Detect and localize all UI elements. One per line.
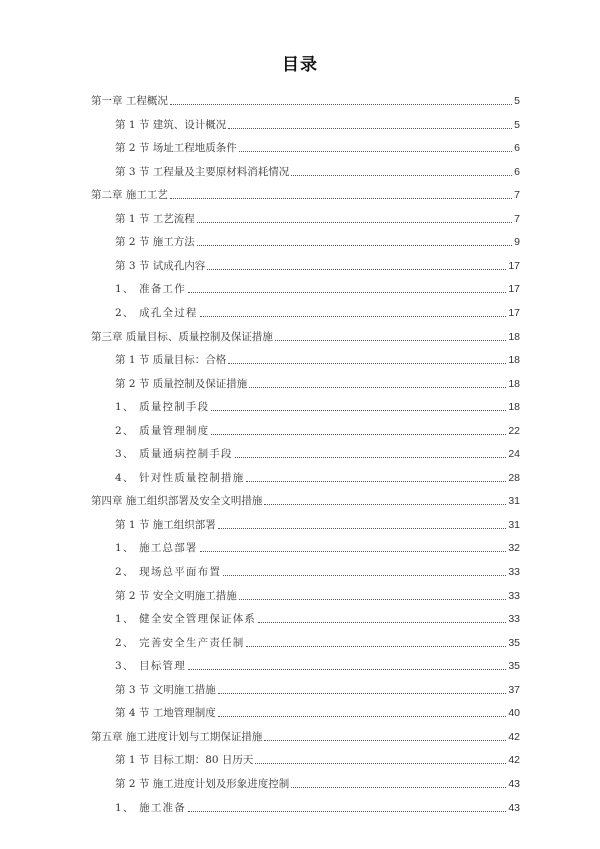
toc-dot-leader	[255, 763, 506, 764]
toc-page-number: 9	[514, 236, 520, 249]
toc-page-number: 33	[508, 589, 520, 602]
toc-page-number: 33	[508, 613, 520, 626]
toc-entry-title: 3、 质量通病控制手段	[115, 448, 233, 461]
toc-entry-title: 4、 针对性质量控制措施	[115, 471, 245, 484]
toc-entry-title: 第 4 节 工地管理制度	[115, 707, 216, 720]
toc-page-number: 35	[508, 660, 520, 673]
toc-section-row[interactable]	[115, 166, 520, 179]
toc-page-number: 17	[508, 259, 520, 272]
toc-entry-title: 第 2 节 施工方法	[115, 236, 195, 249]
toc-dot-leader	[197, 222, 512, 223]
toc-entry-title: 第 1 节 目标工期：80 日历天	[115, 754, 254, 767]
toc-entry-title: 第 3 节 试成孔内容	[115, 259, 206, 272]
toc-dot-leader	[228, 128, 512, 129]
toc-item-row[interactable]	[115, 448, 520, 461]
toc-page-number: 37	[508, 683, 520, 696]
page-title: 目录	[282, 55, 318, 75]
toc-dot-leader	[246, 481, 506, 482]
toc-dot-leader	[200, 316, 507, 317]
toc-item-row[interactable]	[115, 660, 520, 673]
toc-item-row[interactable]	[115, 613, 520, 626]
toc-item-row[interactable]	[115, 542, 520, 555]
toc-entry-title: 第 3 节 工程量及主要原材料消耗情况	[115, 165, 290, 178]
toc-page-number: 35	[508, 636, 520, 649]
toc-page-number: 22	[508, 424, 520, 437]
toc-entry-title: 第 2 节 质量控制及保证措施	[115, 377, 248, 390]
toc-page-number: 42	[508, 754, 520, 767]
toc-dot-leader	[170, 104, 512, 105]
toc-dot-leader	[218, 693, 507, 694]
toc-section-row[interactable]	[115, 519, 520, 532]
toc-entry-title: 第 2 节 场址工程地质条件	[115, 142, 237, 155]
toc-page-number: 42	[508, 730, 520, 743]
toc-chapter-row[interactable]	[91, 189, 520, 202]
toc-chapter-row[interactable]	[91, 95, 520, 108]
toc-chapter-row[interactable]	[91, 331, 520, 344]
toc-dot-leader	[249, 387, 506, 388]
toc-dot-leader	[239, 599, 507, 600]
toc-item-row[interactable]	[115, 401, 520, 414]
toc-entry-title: 1、 施工准备	[115, 801, 186, 814]
toc-entry-title: 1、 质量控制手段	[115, 401, 210, 414]
toc-section-row[interactable]	[115, 590, 520, 603]
toc-entry-title: 第 2 节 施工进度计划及形象进度控制	[115, 777, 290, 790]
toc-entry-title: 第三章 质量目标、质量控制及保证措施	[91, 330, 273, 343]
toc-entry-title: 1、 准备工作	[115, 283, 186, 296]
toc-page-number: 18	[508, 377, 520, 390]
toc-item-row[interactable]	[115, 802, 520, 815]
toc-page-number: 43	[508, 777, 520, 790]
toc-dot-leader	[258, 622, 506, 623]
toc-dot-leader	[211, 434, 506, 435]
toc-dot-leader	[264, 504, 506, 505]
toc-section-row[interactable]	[115, 236, 520, 249]
toc-dot-leader	[235, 457, 507, 458]
toc-entry-title: 1、 施工总部署	[115, 542, 198, 555]
toc-entry-title: 第 1 节 施工组织部署	[115, 518, 216, 531]
toc-item-row[interactable]	[115, 566, 520, 579]
toc-dot-leader	[200, 551, 507, 552]
toc-section-row[interactable]	[115, 707, 520, 720]
toc-dot-leader	[188, 811, 506, 812]
toc-dot-leader	[228, 363, 506, 364]
toc-entry-title: 3、 目标管理	[115, 660, 186, 673]
toc-dot-leader	[246, 646, 506, 647]
toc-chapter-row[interactable]	[91, 731, 520, 744]
toc-section-row[interactable]	[115, 354, 520, 367]
toc-entry-title: 2、 质量管理制度	[115, 424, 210, 437]
toc-dot-leader	[218, 716, 507, 717]
toc-page-number: 40	[508, 707, 520, 720]
toc-dot-leader	[188, 292, 506, 293]
toc-page-number: 17	[508, 283, 520, 296]
toc-entry-title: 第四章 施工组织部署及安全文明措施	[91, 495, 263, 508]
toc-dot-leader	[291, 175, 512, 176]
toc-entry-title: 第一章 工程概况	[91, 95, 168, 107]
toc-section-row[interactable]	[115, 260, 520, 273]
toc-section-row[interactable]	[115, 684, 520, 697]
toc-chapter-row[interactable]	[91, 495, 520, 508]
toc-section-row[interactable]	[115, 778, 520, 791]
toc-page-number: 7	[514, 189, 520, 202]
toc-dot-leader	[170, 198, 512, 199]
toc-item-row[interactable]	[115, 637, 520, 650]
toc-page-number: 7	[514, 212, 520, 225]
toc-entry-title: 第五章 施工进度计划与工期保证措施	[91, 730, 263, 743]
toc-entry-title: 第 1 节 建筑、设计概况	[115, 118, 227, 131]
toc-entry-title: 1、 健全安全管理保证体系	[115, 613, 257, 626]
toc-page-number: 33	[508, 566, 520, 578]
toc-dot-leader	[211, 410, 506, 411]
toc-page-number: 24	[508, 448, 520, 461]
toc-page-number: 18	[508, 330, 520, 343]
toc-page-number: 17	[508, 306, 520, 319]
toc-page-number: 6	[514, 142, 520, 155]
toc-page-number: 6	[514, 165, 520, 178]
toc-page-number: 5	[514, 118, 520, 131]
toc-item-row[interactable]	[115, 425, 520, 438]
toc-page-number: 28	[508, 471, 520, 484]
toc-dot-leader	[197, 245, 512, 246]
toc-entry-title: 第二章 施工工艺	[91, 189, 168, 202]
toc-page-number: 5	[514, 95, 520, 107]
toc-entry-title: 第 1 节 质量目标：合格	[115, 354, 227, 367]
toc-dot-leader	[188, 669, 506, 670]
toc-entry-title: 第 2 节 安全文明施工措施	[115, 589, 237, 602]
toc-item-row[interactable]	[115, 307, 520, 320]
toc-dot-leader	[291, 787, 506, 788]
toc-dot-leader	[223, 575, 506, 576]
toc-entry-title: 2、 现场总平面布置	[115, 566, 222, 578]
toc-page-number: 43	[508, 801, 520, 814]
toc-page-number: 18	[508, 354, 520, 367]
toc-section-row[interactable]	[115, 142, 520, 155]
toc-page-number: 31	[508, 495, 520, 508]
toc-entry-title: 第 1 节 工艺流程	[115, 212, 195, 225]
toc-entry-title: 第 3 节 文明施工措施	[115, 683, 216, 696]
toc-page-number: 31	[508, 518, 520, 531]
toc-item-row[interactable]	[115, 283, 520, 296]
toc-entry-title: 2、 成孔全过程	[115, 306, 198, 319]
toc-dot-leader	[264, 740, 506, 741]
toc-dot-leader	[239, 151, 512, 152]
toc-dot-leader	[218, 528, 507, 529]
toc-page-number: 18	[508, 401, 520, 414]
toc-dot-leader	[207, 269, 506, 270]
toc-section-row[interactable]	[115, 213, 520, 226]
toc-section-row[interactable]	[115, 378, 520, 391]
toc-dot-leader	[275, 340, 506, 341]
toc-section-row[interactable]	[115, 754, 520, 767]
toc-entry-title: 2、 完善安全生产责任制	[115, 636, 245, 649]
toc-section-row[interactable]	[115, 119, 520, 132]
toc-item-row[interactable]	[115, 472, 520, 485]
toc-page-number: 32	[508, 542, 520, 555]
